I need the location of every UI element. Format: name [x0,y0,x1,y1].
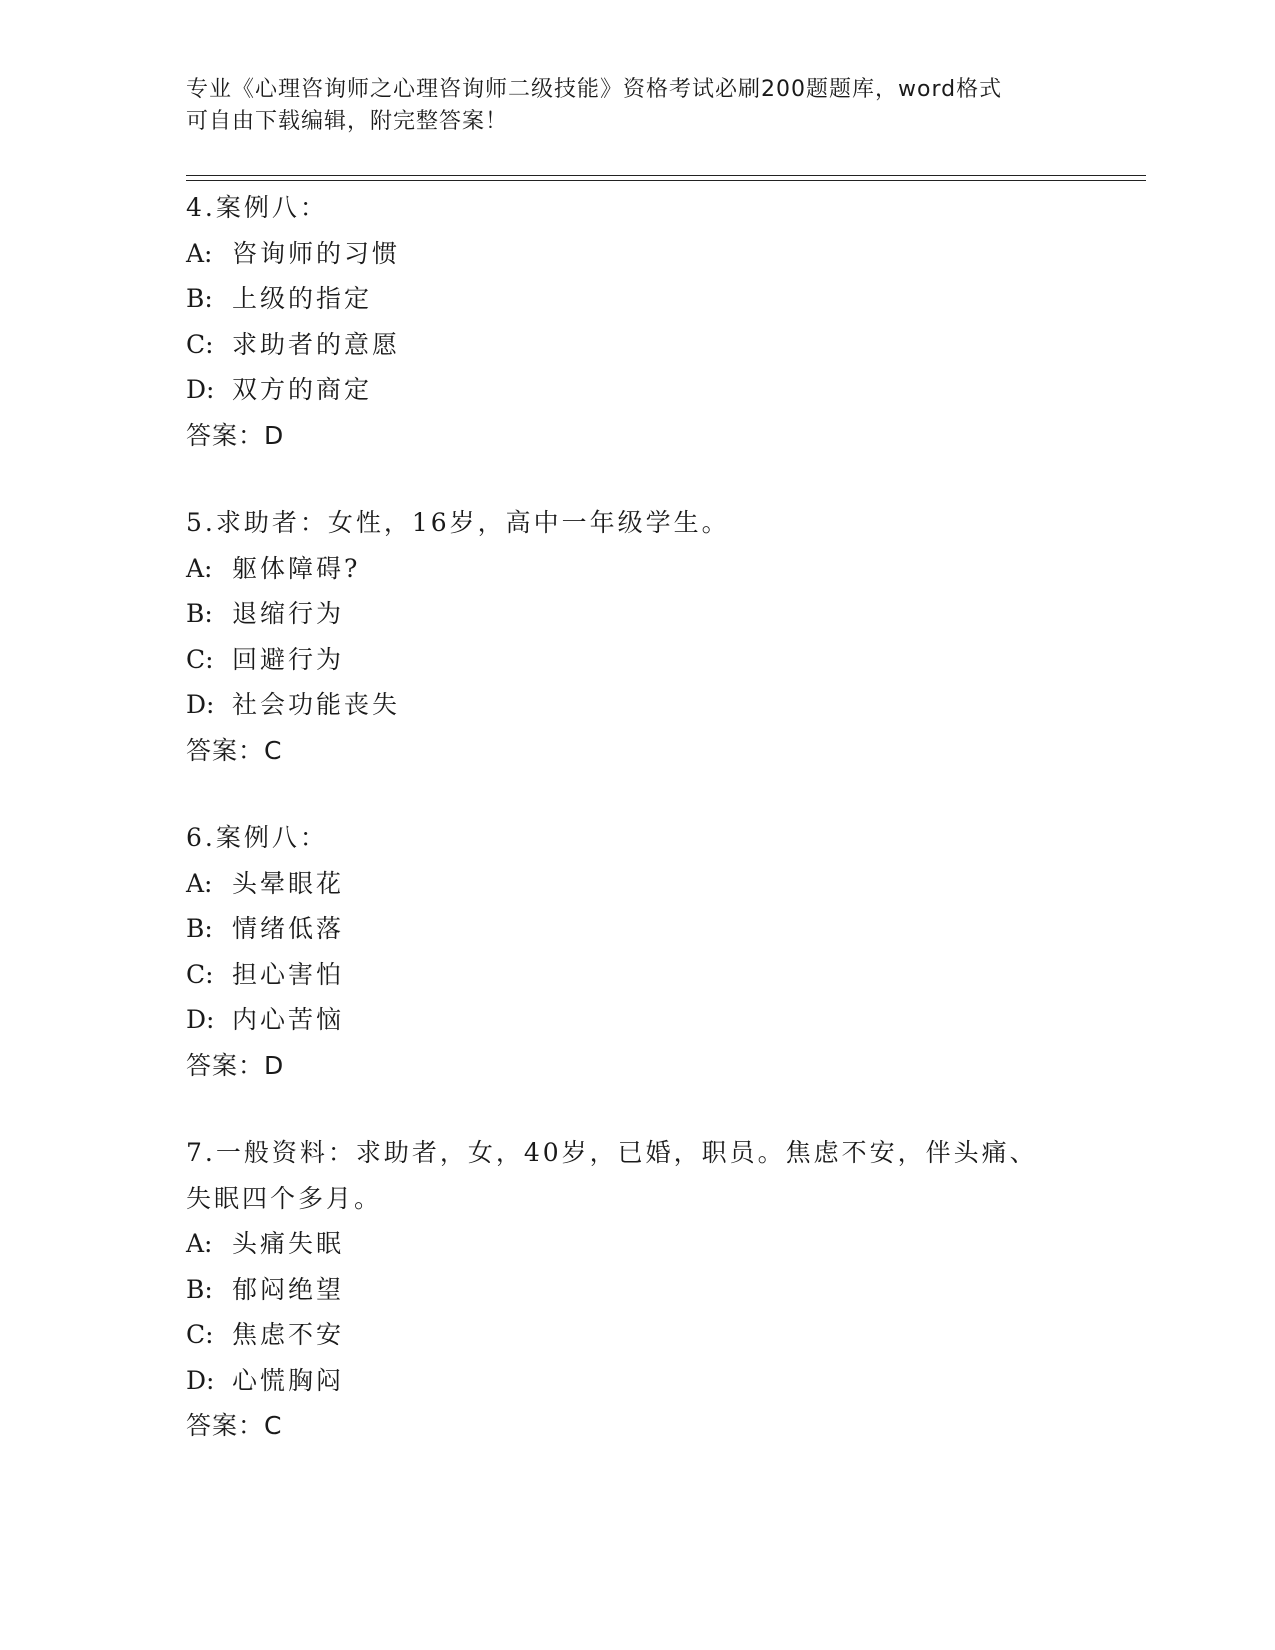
option-d [186,367,1066,413]
question-7 [186,1130,1066,1449]
question-stem: 7.一般资料：求助者，女，40岁，已婚，职员。焦虑不安，伴头痛、 [186,1138,1038,1167]
option-text: 退缩行为 [232,599,345,628]
option-b [186,906,1066,952]
document-header [186,74,1066,138]
option-text: 情绪低落 [232,914,345,943]
answer-line: 答案：C [186,735,283,765]
option-text: 回避行为 [232,644,345,674]
option-letter: A: [186,1229,213,1258]
option-text: 上级的指定 [232,284,373,313]
option-letter: D: [186,690,215,719]
answer-line: 答案：D [186,1050,285,1080]
option-text: 头痛失眠 [232,1229,345,1258]
option-text: 焦虑不安 [232,1320,345,1349]
option-text: 头晕眼花 [232,868,345,898]
option-a [186,1221,1066,1267]
option-letter: A: [186,238,213,268]
option-text: 担心害怕 [232,959,345,989]
option-letter: C: [186,644,214,674]
option-letter: C: [186,1320,214,1349]
option-b [186,1267,1066,1313]
option-text: 双方的商定 [232,375,373,404]
header-line-1: 专业《心理咨询师之心理咨询师二级技能》资格考试必刷200题题库，word格式 [186,77,1003,102]
option-text: 躯体障碍? [232,553,361,583]
header-divider-bottom [186,180,1146,181]
option-letter: A: [186,868,213,898]
option-c [186,637,1066,683]
option-text: 社会功能丧失 [232,690,401,719]
option-letter: C: [186,959,214,989]
option-text: 郁闷绝望 [232,1274,345,1304]
option-c [186,952,1066,998]
option-a [186,546,1066,592]
option-text: 心慌胸闷 [232,1365,345,1395]
question-stem-continued: 失眠四个多月。 [186,1183,383,1213]
answer-line: 答案：D [186,420,285,450]
header-divider-top [186,175,1146,176]
option-text: 求助者的意愿 [232,329,401,359]
option-letter: B: [186,914,213,943]
option-letter: D: [186,1365,215,1395]
option-letter: C: [186,329,214,359]
option-letter: B: [186,599,213,628]
option-letter: B: [186,284,213,313]
option-text: 内心苦恼 [232,1005,345,1034]
question-stem: 5.求助者：女性，16岁，高中一年级学生。 [186,508,730,537]
option-letter: D: [186,375,215,404]
option-d [186,682,1066,728]
option-d [186,997,1066,1043]
option-d [186,1358,1066,1404]
option-a [186,231,1066,277]
question-stem: 6.案例八： [186,823,328,852]
question-5 [186,500,1066,773]
question-6 [186,815,1066,1088]
option-a [186,861,1066,907]
answer-line: 答案：C [186,1411,283,1440]
question-4 [186,185,1066,458]
option-text: 咨询师的习惯 [232,238,401,268]
option-c [186,322,1066,368]
option-letter: A: [186,553,213,583]
option-letter: D: [186,1005,215,1034]
header-line-2: 可自由下载编辑，附完整答案！ [186,109,509,134]
question-stem: 4.案例八： [186,193,328,222]
option-b [186,276,1066,322]
option-b [186,591,1066,637]
option-letter: B: [186,1274,213,1304]
option-c [186,1312,1066,1358]
